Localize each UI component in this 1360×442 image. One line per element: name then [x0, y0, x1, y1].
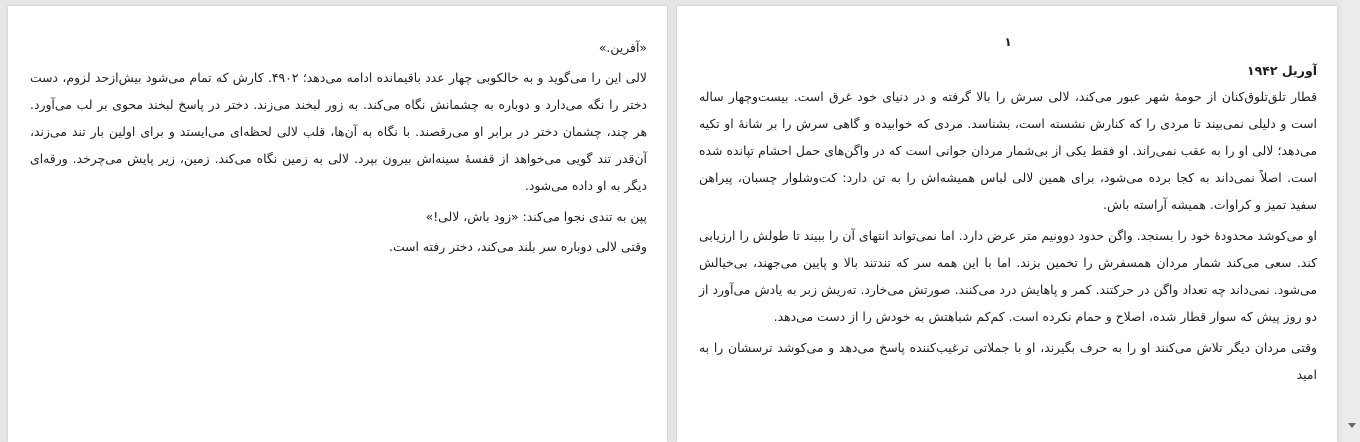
paragraph: لالی این را می‌گوید و به خالکوبی چهار عدد باقیمانده ادامه می‌دهد؛ ۴۹۰۲. کارش که تمام می‌شود بیش‌ازحد لزوم، دست دختر را نگه می‌دارد و دوباره به چشمانش نگاه می‌کند. به زور لبخند می‌زند. دختر در پاسخ لبخند محوی بر لب می‌آورد. هر چند، چشمان دختر در برابر او می‌رقصند. با نگاه به آن‌ها، قلب لالی لحظه‌ای می‌ایستد و برای اولین بار تند می‌زند، آن‌قدر تند گویی می‌خواهد از قفسهٔ سینه‌اش بیرون بپرد. لالی به زمین نگاه می‌کند. زمین، زیر پایش می‌چرخد. ورقه‌ای دیگر به او داده می‌شود. — [30, 70, 647, 193]
left-page — [8, 6, 667, 442]
paragraph: وقتی مردان دیگر تلاش می‌کنند او را به حرف بگیرند، او با جملاتی ترغیب‌کننده پاسخ می‌دهد و می‌کوشد ترسشان را به امید — [699, 340, 1317, 382]
scroll-down-arrow-icon[interactable] — [1348, 423, 1356, 428]
right-page — [677, 6, 1337, 442]
vertical-scrollbar[interactable] — [1342, 0, 1360, 442]
paragraph: پپن به تندی نجوا می‌کند: «زود باش، لالی!» — [425, 209, 647, 224]
paragraph: وقتی لالی دوباره سر بلند می‌کند، دختر رفته است. — [389, 239, 647, 254]
page-number: ۱ — [1004, 35, 1012, 49]
paragraph: قطار تلق‌تلوق‌کنان از حومهٔ شهر عبور می‌کند، لالی سرش را بالا گرفته و در دنیای خود غرق است. بیست‌وچهار ساله است و دلیلی نمی‌بیند تا مردی را که کنارش نشسته است، بشناسد. مردی که خوابیده و گاهی سرش را بر شانهٔ او تکیه می‌دهد؛ لالی او را به عقب نمی‌راند. او فقط یکی از بی‌شمار مردان جوانی است که در واگن‌های حمل احشام تپانده شده است. اصلاً نمی‌داند به کجا برده می‌شود، برای همین لالی لباس همیشه‌اش را به تن دارد: کت‌وشلوار چسبان، پیراهن سفید تمیز و کراوات. همیشه آراسته باش. — [699, 89, 1317, 212]
chapter-heading: آوریل ۱۹۴۲ — [1247, 63, 1317, 78]
paragraph: «آفرین.» — [598, 40, 647, 55]
left-page-text — [30, 34, 647, 442]
right-page-text — [699, 32, 1317, 442]
paragraph: او می‌کوشد محدودهٔ خود را بسنجد. واگن حدود دوونیم متر عرض دارد. اما نمی‌تواند انتهای آن را ببیند تا طولش را ارزیابی کند. سعی می‌کند شمار مردان همسفرش را تخمین بزند. اما با این همه سر که تندتند بالا و پایین می‌جهند، بی‌خیالش می‌شود. نمی‌داند چه تعداد واگن در حرکتند. کمر و پاهایش درد می‌کنند. صورتش می‌خارد. ته‌ریش زبر به یادش می‌آورد از دو روز پیش که سوار قطار شده، اصلاح و حمام نکرده است. کم‌کم شباهتش به خودش را از دست می‌دهد. — [699, 228, 1317, 324]
